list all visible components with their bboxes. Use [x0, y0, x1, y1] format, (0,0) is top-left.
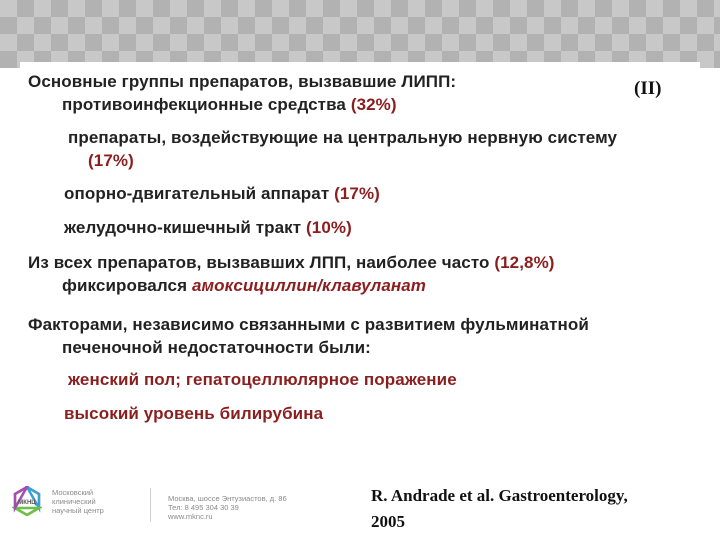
citation-line-2: 2005 [371, 512, 405, 531]
gi-label: желудочно-кишечный тракт [64, 218, 302, 237]
factors-line-2: печеночной недостаточности были: [62, 338, 371, 357]
gi-line [64, 218, 352, 238]
factor-a: женский пол; гепатоцеллюлярное поражение [68, 370, 457, 389]
most-frequent-label-2: фиксировался [62, 276, 188, 295]
address-line-2: Тел: 8 495 304 30 39 [168, 503, 239, 512]
cns-percent: (17%) [88, 151, 134, 170]
heading-line-1: Основные группы препаратов, вызвавшие ЛИПП: [28, 72, 457, 91]
org-line-1: Московский [52, 488, 94, 497]
msk-percent: (17%) [334, 184, 380, 203]
footer-divider [150, 488, 151, 522]
antiinfective-percent: (32%) [350, 95, 397, 114]
address-block [168, 494, 287, 521]
most-frequent-line-1 [28, 253, 555, 273]
org-line-2: клинический [52, 497, 96, 506]
most-frequent-percent: (12,8%) [494, 253, 555, 272]
mknc-logo-icon [12, 486, 42, 516]
msk-label: опорно-двигательный аппарат [64, 184, 330, 203]
org-name [52, 488, 104, 515]
most-frequent-line-2 [62, 276, 426, 296]
heading-line-2 [62, 95, 397, 115]
gi-percent: (10%) [306, 218, 352, 237]
header-pattern-band [0, 0, 720, 68]
logo-text: МКНЦ [18, 500, 36, 506]
address-line-3[interactable]: www.mknc.ru [168, 512, 213, 521]
citation-line-1: R. Andrade et al. Gastroenterology, [371, 486, 628, 505]
org-line-3: научный центр [52, 506, 104, 515]
msk-line [64, 184, 380, 204]
factors-line-1: Факторами, независимо связанными с развитием фульминатной [28, 315, 589, 334]
most-frequent-label: Из всех препаратов, вызвавших ЛПП, наиболее часто [28, 253, 490, 272]
antiinfective-label: противоинфекционные средства [62, 95, 346, 114]
citation [371, 483, 628, 535]
address-line-1: Москва, шоссе Энтузиастов, д. 86 [168, 494, 287, 503]
cns-line: препараты, воздействующие на центральную нервную систему [68, 128, 618, 147]
drug-name: амоксициллин/клавуланат [191, 276, 427, 295]
slide-number: (II) [634, 78, 662, 99]
factor-b: высокий уровень билирубина [64, 404, 324, 423]
